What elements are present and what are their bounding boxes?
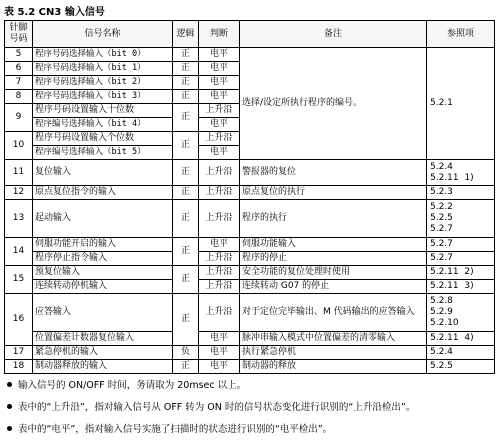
table-row	[5, 266, 495, 280]
signal-name-cell: 程序编号选择输入（bit 4）	[33, 118, 173, 132]
ref-cell: 5.2.2 5.2.5 5.2.7	[427, 200, 495, 238]
header-logic: 逻辑	[173, 21, 199, 48]
judge-cell: 上升沿	[199, 280, 240, 294]
judge-cell: 上升沿	[199, 104, 240, 118]
pin-cell: 18	[5, 360, 33, 374]
pin-cell: 17	[5, 346, 33, 360]
table-row	[5, 252, 495, 266]
note-text: 表中的“电平”，指对输入信号实施了扫描时的状态进行识别的“电平检出”。	[18, 424, 333, 435]
logic-cell: 正	[173, 48, 199, 62]
judge-cell: 电平	[199, 76, 240, 90]
remark-cell: 伺服功能输入	[240, 238, 427, 252]
header-pin: 针脚 号码	[5, 21, 33, 48]
table-row	[5, 160, 495, 186]
signal-name-cell: 程序号码设置输入个位数	[33, 132, 173, 146]
note-text: 输入信号的 ON/OFF 时间，务请取为 20msec 以上。	[18, 380, 247, 391]
table-row	[5, 48, 495, 62]
cn3-input-signal-table	[4, 20, 495, 374]
ref-cell: 5.2.3	[427, 186, 495, 200]
bullet-icon	[7, 404, 12, 409]
logic-cell: 正	[173, 62, 199, 76]
table-row	[5, 332, 495, 346]
logic-cell: 正	[173, 90, 199, 104]
remark-cell: 程序的停止	[240, 252, 427, 266]
remark-cell: 程序的执行	[240, 200, 427, 238]
remark-cell: 安全功能的复位处理时使用	[240, 266, 427, 280]
signal-name-cell: 复位输入	[33, 160, 173, 186]
remark-cell: 脉冲串输入模式中位置偏差的清零输入	[240, 332, 427, 346]
pin-cell: 8	[5, 90, 33, 104]
judge-cell: 电平	[199, 238, 240, 252]
pin-cell: 15	[5, 266, 33, 294]
note-item	[4, 401, 498, 414]
bullet-icon	[7, 426, 12, 431]
signal-name-cell: 原点复位指令的输入	[33, 186, 173, 200]
pin-cell: 13	[5, 200, 33, 238]
pin-cell: 11	[5, 160, 33, 186]
table-row	[5, 186, 495, 200]
ref-cell: 5.2.4 5.2.11 1)	[427, 160, 495, 186]
signal-name-cell: 程序编号选择输入（bit 5）	[33, 146, 173, 160]
judge-cell: 电平	[199, 360, 240, 374]
signal-name-cell: 应答输入	[33, 294, 173, 332]
remark-cell: 制动器的释放	[240, 360, 427, 374]
ref-cell: 5.2.5	[427, 360, 495, 374]
header-signal-name: 信号名称	[33, 21, 173, 48]
signal-name-cell: 位置偏差计数器复位输入	[33, 332, 173, 346]
pin-cell: 7	[5, 76, 33, 90]
judge-cell: 电平	[199, 90, 240, 104]
judge-cell: 电平	[199, 346, 240, 360]
ref-cell: 5.2.7	[427, 252, 495, 266]
header-ref: 参照项	[427, 21, 495, 48]
signal-name-cell: 连续转动停机输入	[33, 280, 173, 294]
judge-cell: 上升沿	[199, 132, 240, 146]
judge-cell: 电平	[199, 48, 240, 62]
judge-cell: 上升沿	[199, 160, 240, 186]
ref-cell: 5.2.1	[427, 48, 495, 160]
remark-cell: 执行紧急停机	[240, 346, 427, 360]
ref-cell: 5.2.11 4)	[427, 332, 495, 346]
signal-name-cell: 预复位输入	[33, 266, 173, 280]
logic-cell: 正	[173, 160, 199, 186]
remark-cell: 警报器的复位	[240, 160, 427, 186]
pin-cell: 5	[5, 48, 33, 62]
bullet-icon	[7, 382, 12, 387]
table-row	[5, 294, 495, 332]
logic-cell: 正	[173, 76, 199, 90]
judge-cell: 上升沿	[199, 200, 240, 238]
logic-cell: 正	[173, 132, 199, 160]
note-item	[4, 379, 498, 392]
signal-name-cell: 伺服功能开启的输入	[33, 238, 173, 252]
signal-name-cell: 紧急停机的输入	[33, 346, 173, 360]
judge-cell: 上升沿	[199, 266, 240, 280]
logic-cell: 正	[173, 266, 199, 294]
pin-cell: 6	[5, 62, 33, 76]
logic-cell: 正	[173, 200, 199, 238]
signal-name-cell: 起动输入	[33, 200, 173, 238]
signal-name-cell: 制动器释放的输入	[33, 360, 173, 374]
signal-name-cell: 程序停止指令输入	[33, 252, 173, 266]
judge-cell: 电平	[199, 146, 240, 160]
signal-name-cell: 程序号码选择输入（bit 1）	[33, 62, 173, 76]
ref-cell: 5.2.11 2)	[427, 266, 495, 280]
pin-cell: 12	[5, 186, 33, 200]
signal-name-cell: 程序号码设置输入十位数	[33, 104, 173, 118]
remark-cell: 原点复位的执行	[240, 186, 427, 200]
judge-cell: 上升沿	[199, 294, 240, 332]
pin-cell: 9	[5, 104, 33, 132]
note-item	[4, 423, 498, 436]
judge-cell: 电平	[199, 332, 240, 346]
logic-cell: 正	[173, 104, 199, 132]
pin-cell: 10	[5, 132, 33, 160]
ref-cell: 5.2.4	[427, 346, 495, 360]
header-remark: 备注	[240, 21, 427, 48]
ref-cell: 5.2.11 3)	[427, 280, 495, 294]
remark-cell: 对于定位完毕输出、M 代码输出的应答输入	[240, 294, 427, 332]
table-row	[5, 238, 495, 252]
table-row	[5, 346, 495, 360]
remark-cell: 选择/设定所执行程序的编号。	[240, 48, 427, 160]
pin-cell: 16	[5, 294, 33, 346]
table-row	[5, 360, 495, 374]
signal-name-cell: 程序号码选择输入（bit 0）	[33, 48, 173, 62]
table-row	[5, 280, 495, 294]
note-text: 表中的“上升沿”，指对输入信号从 OFF 转为 ON 时的信号状态变化进行识别的“上升沿检出”。	[18, 402, 416, 413]
ref-cell: 5.2.7	[427, 238, 495, 252]
logic-cell: 正	[173, 186, 199, 200]
logic-cell: 正	[173, 294, 199, 346]
signal-name-cell: 程序号码选择输入（bit 3）	[33, 90, 173, 104]
logic-cell: 正	[173, 360, 199, 374]
remark-cell: 连续转动 G07 的停止	[240, 280, 427, 294]
judge-cell: 电平	[199, 118, 240, 132]
signal-name-cell: 程序号码选择输入（bit 2）	[33, 76, 173, 90]
logic-cell: 负	[173, 346, 199, 360]
header-judge: 判断	[199, 21, 240, 48]
judge-cell: 上升沿	[199, 252, 240, 266]
ref-cell: 5.2.8 5.2.9 5.2.10	[427, 294, 495, 332]
table-row	[5, 200, 495, 238]
table-title: 表 5.2 CN3 输入信号	[4, 7, 105, 18]
logic-cell: 正	[173, 238, 199, 266]
judge-cell: 电平	[199, 62, 240, 76]
judge-cell: 上升沿	[199, 186, 240, 200]
pin-cell: 14	[5, 238, 33, 266]
notes	[4, 379, 498, 445]
